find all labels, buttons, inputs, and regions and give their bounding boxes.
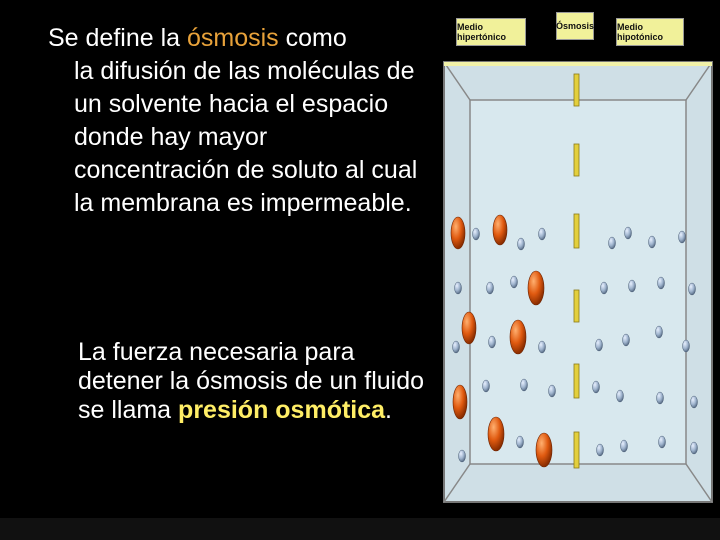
solvent-particle: [617, 390, 624, 402]
solvent-particle: [489, 336, 496, 348]
solvent-particle: [597, 444, 604, 456]
osmotic-pressure-term: presión osmótica: [178, 396, 386, 424]
solvent-particle: [521, 379, 528, 391]
solute-particle: [510, 320, 526, 354]
solvent-particle: [625, 227, 632, 239]
definition-intro-end: como: [278, 24, 347, 52]
definition-paragraph: [48, 22, 428, 220]
solvent-particle: [518, 238, 525, 250]
membrane-segment: [574, 144, 579, 176]
solvent-particle: [453, 341, 460, 353]
solvent-particle: [455, 282, 462, 294]
solute-particle: [493, 215, 507, 245]
solvent-particle: [539, 228, 546, 240]
definition-body: la difusión de las moléculas de un solvente hacia el espacio donde hay mayor concentración de soluto al cual la membrana es impermeable.: [74, 57, 418, 217]
solvent-particle: [601, 282, 608, 294]
solvent-particle: [683, 340, 690, 352]
solute-particle: [451, 217, 465, 249]
solute-particle: [488, 417, 504, 451]
solvent-particle: [691, 442, 698, 454]
membrane-segment: [574, 364, 579, 398]
pressure-paragraph: [78, 338, 428, 425]
pressure-body: La fuerza necesaria para detener la ósmosis de un fluido se llama: [78, 338, 425, 424]
membrane-segment: [574, 432, 579, 468]
solvent-particle: [656, 326, 663, 338]
definition-intro: Se define la: [48, 24, 187, 52]
solvent-particle: [658, 277, 665, 289]
label-osmosis: Ósmosis: [556, 12, 594, 40]
tank-diagram: [432, 0, 720, 518]
solvent-particle: [609, 237, 616, 249]
solvent-particle: [539, 341, 546, 353]
label-hypotonic: Medio hipotónico: [616, 18, 684, 46]
solvent-particle: [679, 231, 686, 243]
label-hypertonic: Medio hipertónico: [456, 18, 526, 46]
pressure-end: .: [385, 396, 392, 424]
solvent-particle: [549, 385, 556, 397]
solvent-particle: [483, 380, 490, 392]
solvent-particle: [459, 450, 466, 462]
solute-particle: [528, 271, 544, 305]
solvent-particle: [691, 396, 698, 408]
solvent-particle: [487, 282, 494, 294]
solvent-particle: [517, 436, 524, 448]
osmosis-figure: [432, 0, 720, 518]
solvent-particle: [621, 440, 628, 452]
solvent-particle: [473, 228, 480, 240]
solvent-particle: [659, 436, 666, 448]
solvent-particle: [596, 339, 603, 351]
tank-rim: [444, 62, 712, 66]
solute-particle: [453, 385, 467, 419]
membrane-segment: [574, 74, 579, 106]
solvent-particle: [689, 283, 696, 295]
membrane-segment: [574, 214, 579, 248]
solvent-particle: [629, 280, 636, 292]
solvent-particle: [511, 276, 518, 288]
solvent-particle: [623, 334, 630, 346]
solvent-particle: [649, 236, 656, 248]
osmosis-term: ósmosis: [187, 24, 279, 52]
solute-particle: [536, 433, 552, 467]
solvent-particle: [593, 381, 600, 393]
solute-particle: [462, 312, 476, 344]
bottom-band: [0, 518, 720, 540]
membrane-segment: [574, 290, 579, 322]
solvent-particle: [657, 392, 664, 404]
